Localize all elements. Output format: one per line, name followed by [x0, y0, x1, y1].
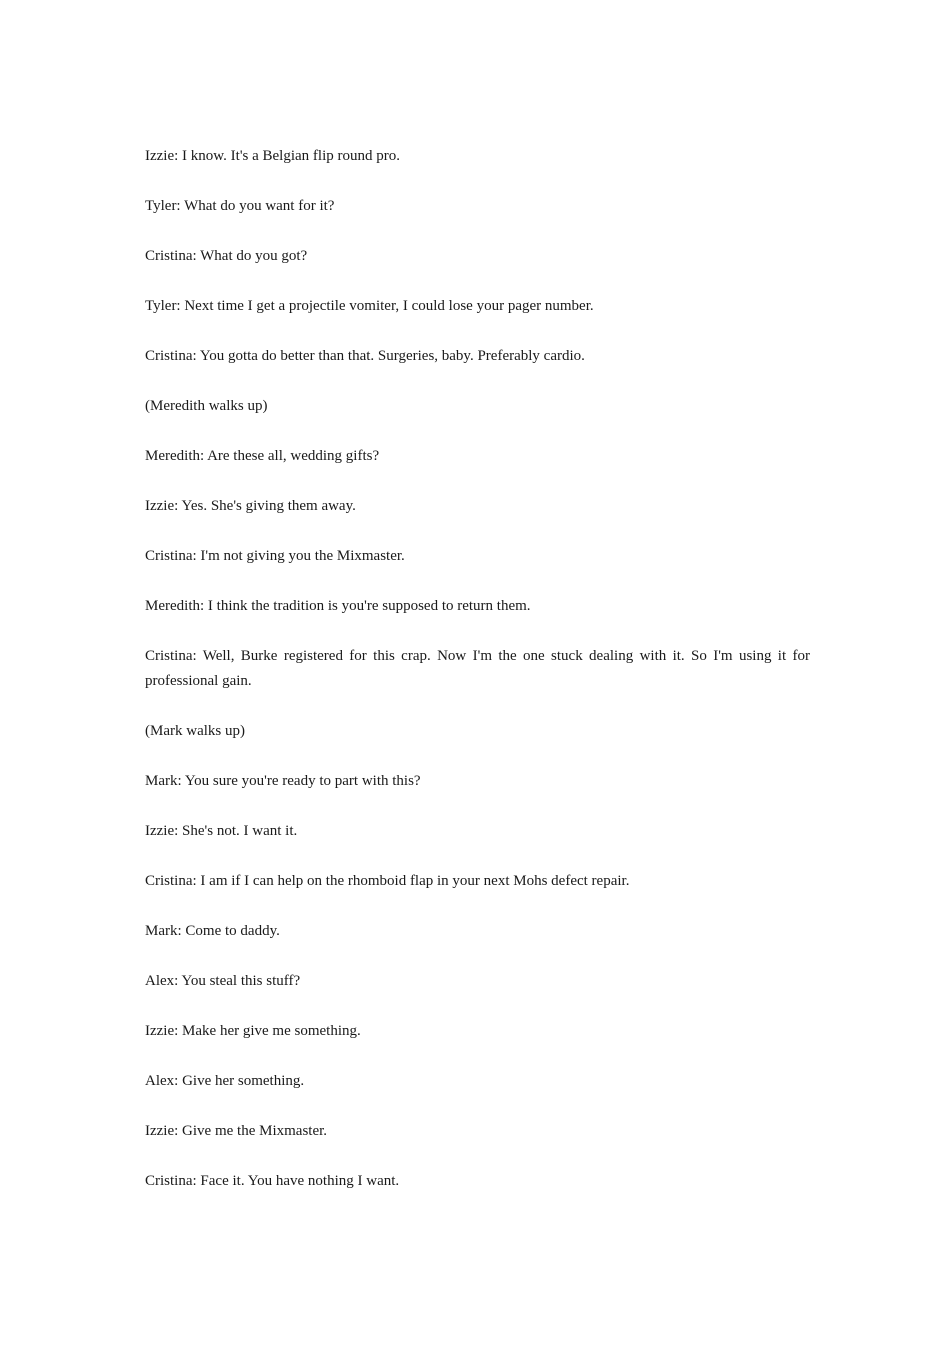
- dialogue-line: Cristina: Face it. You have nothing I want.: [145, 1173, 400, 1189]
- transcript-body: [145, 144, 810, 1219]
- dialogue-line: Mark: Come to daddy.: [145, 923, 280, 939]
- dialogue-line: Meredith: I think the tradition is you're supposed to return them.: [145, 598, 531, 614]
- dialogue-line: Izzie: Make her give me something.: [145, 1023, 361, 1039]
- dialogue-line: Cristina: What do you got?: [145, 248, 308, 264]
- dialogue-line: Cristina: Well, Burke registered for this crap. Now I'm the one stuck dealing with it. So I'm using it for professional gain.: [145, 648, 810, 689]
- dialogue-line: Tyler: What do you want for it?: [145, 198, 335, 214]
- dialogue-line: Tyler: Next time I get a projectile vomiter, I could lose your pager number.: [145, 298, 594, 314]
- dialogue-line: Izzie: I know. It's a Belgian flip round pro.: [145, 148, 400, 164]
- dialogue-line: Alex: You steal this stuff?: [145, 973, 301, 989]
- stage-direction: (Mark walks up): [145, 723, 245, 739]
- dialogue-line: Izzie: Give me the Mixmaster.: [145, 1123, 328, 1139]
- dialogue-line: Cristina: I am if I can help on the rhomboid flap in your next Mohs defect repair.: [145, 873, 630, 889]
- dialogue-line: Cristina: I'm not giving you the Mixmaster.: [145, 548, 405, 564]
- dialogue-line: Cristina: You gotta do better than that. Surgeries, baby. Preferably cardio.: [145, 348, 585, 364]
- dialogue-line: Izzie: She's not. I want it.: [145, 823, 298, 839]
- dialogue-line: Alex: Give her something.: [145, 1073, 305, 1089]
- stage-direction: (Meredith walks up): [145, 398, 268, 414]
- dialogue-line: Izzie: Yes. She's giving them away.: [145, 498, 356, 514]
- dialogue-line: Meredith: Are these all, wedding gifts?: [145, 448, 380, 464]
- dialogue-line: Mark: You sure you're ready to part with this?: [145, 773, 421, 789]
